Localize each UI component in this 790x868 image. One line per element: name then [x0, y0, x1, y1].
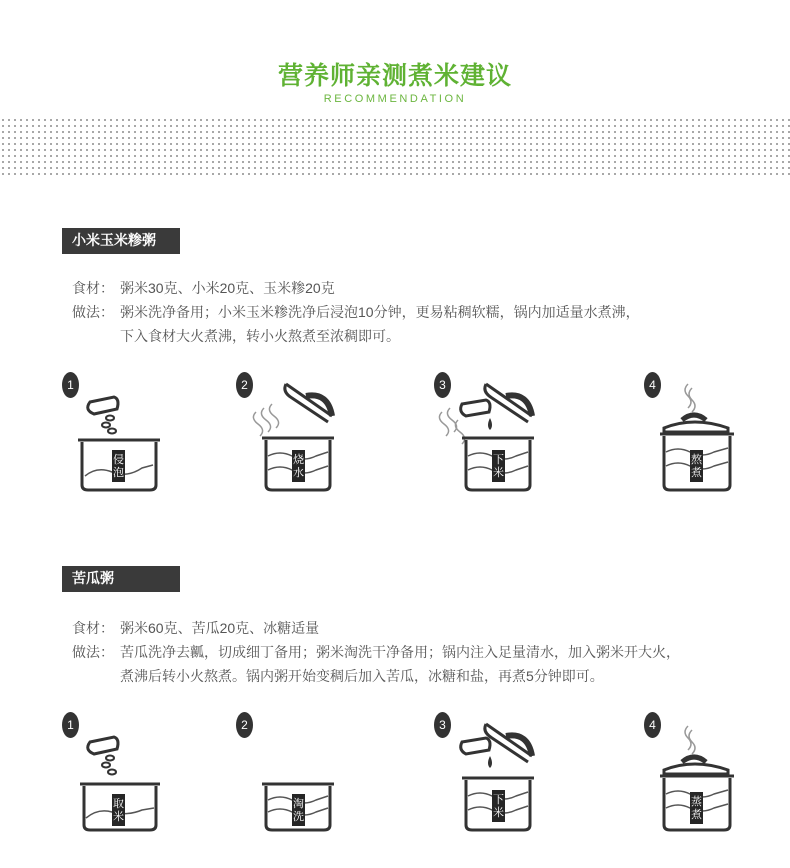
- soak-pot-icon: [62, 372, 172, 502]
- recipe-title-badge: 小米玉米糁粥: [62, 228, 180, 254]
- ingredients-text: 粥米30克、小米20克、玉米糁20克: [120, 280, 335, 296]
- ingredients-line: [72, 278, 335, 298]
- page-subtitle: RECOMMENDATION: [323, 93, 467, 105]
- step-label: 下米: [492, 790, 505, 822]
- method-text-1: 粥米洗净备用；小米玉米糁洗净后浸泡10分钟，更易粘稠软糯，锅内加适量水煮沸，: [120, 304, 640, 320]
- ingredients-line: [72, 618, 319, 638]
- method-text-2: 煮沸后转小火熬煮。锅内粥开始变稠后加入苦瓜，冰糖和盐，再煮5分钟即可。: [120, 668, 604, 684]
- step-number: 4: [644, 372, 661, 398]
- step-label: 烧水: [292, 450, 305, 482]
- step-number: 1: [62, 372, 79, 398]
- boiling-pot-icon: [236, 372, 346, 502]
- step-2-rinse: [236, 712, 346, 842]
- step-number: 2: [236, 712, 253, 738]
- method-text-2: 下入食材大火煮沸，转小火熬煮至浓稠即可。: [120, 328, 400, 344]
- method-label: 做法：: [72, 304, 114, 320]
- step-4-steam: [644, 712, 754, 842]
- step-1-soak: [62, 372, 172, 502]
- method-label: 做法：: [72, 644, 114, 660]
- rinsing-pot-icon: [236, 712, 346, 842]
- dotted-divider: [0, 117, 790, 177]
- step-3-add-rice: [434, 372, 544, 502]
- step-4-simmer: [644, 372, 754, 502]
- step-2-boil-water: [236, 372, 346, 502]
- step-label: 下米: [492, 450, 505, 482]
- step-number: 1: [62, 712, 79, 738]
- step-3-add-rice: [434, 712, 544, 842]
- step-label: 熬煮: [690, 450, 703, 482]
- step-number: 4: [644, 712, 661, 738]
- ingredients-label: 食材：: [72, 280, 114, 296]
- step-label: 取米: [112, 794, 125, 826]
- step-1-take-rice: [62, 712, 172, 842]
- page-title: 营养师亲测煮米建议: [277, 61, 512, 90]
- step-label: 侵泡: [112, 450, 125, 482]
- method-line: [72, 302, 640, 322]
- ingredients-label: 食材：: [72, 620, 114, 636]
- step-number: 3: [434, 712, 451, 738]
- ingredients-text: 粥米60克、苦瓜20克、冰糖适量: [120, 620, 320, 636]
- step-label: 淘洗: [292, 794, 305, 826]
- step-number: 3: [434, 372, 451, 398]
- method-text-1: 苦瓜洗净去瓤，切成细丁备用；粥米淘洗干净备用；锅内注入足量清水，加入粥米开大火，: [120, 644, 680, 660]
- adding-rice-pot-icon: [434, 712, 544, 842]
- adding-rice-pot-icon: [434, 372, 544, 502]
- method-line: [72, 642, 680, 662]
- step-label: 蒸煮: [690, 792, 703, 824]
- step-number: 2: [236, 372, 253, 398]
- recipe-title-badge: 苦瓜粥: [62, 566, 180, 592]
- simmering-pot-icon: [644, 372, 754, 502]
